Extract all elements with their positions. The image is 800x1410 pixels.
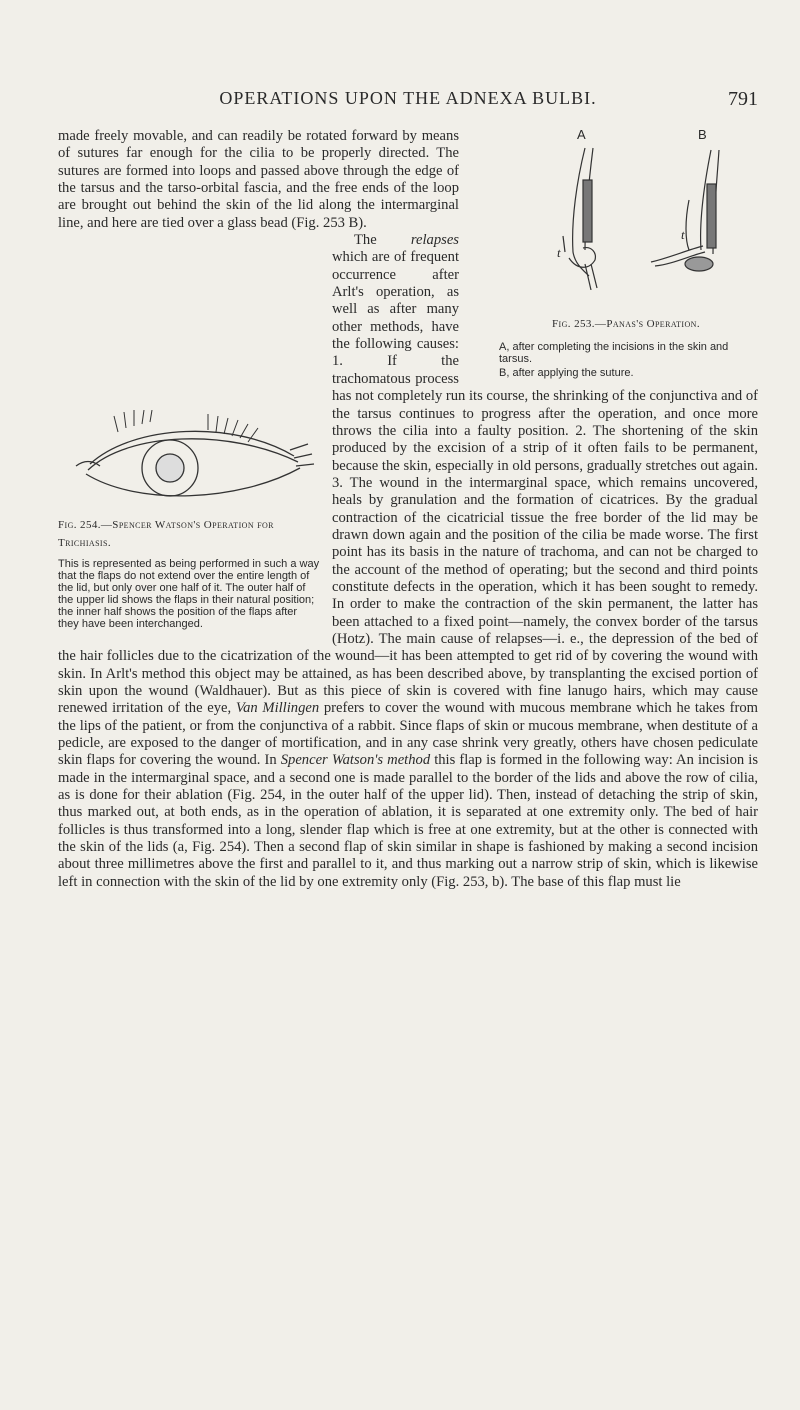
page-header [58,88,758,118]
figure-a-drawing [563,148,597,290]
figure-253-caption [491,314,761,379]
figure-253 [473,127,758,380]
figure-label-t-right: t [681,227,685,242]
paragraph-1: made freely movable, and can readily be rotated forward by means of sutures far enough for the cilia to be properly directed. The sutures are formed into loops and passed above through the edge of the tarsus and the tarso-orbital fascia, and the free ends of the loop are brought out behind the skin of the lid along the intermarginal line, and here are tied over a glass bead (Fig. 253 B). [58,128,459,231]
figure-253-caption-b: B, after applying the suture. [499,367,634,380]
figure-254-caption: This is represented as being performed in such a way that the flaps do not extend over the entire length of the lid, but only over one half of it. The outer half of the upper lid shows the flaps in their natural position; the inner half shows the position of the flaps after they have been interchanged. [58,558,320,631]
paragraph-2-emphasis-van-millingen: Van Millingen [235,700,320,717]
paragraph-2-text-c: prefers to cover the wound with mucous membrane which he takes from the lips of the patient, or from the conjunctiva of a rabbit. Since flaps of skin or mucous membrane, when destitute of a pedicle, are exposed to the danger of mortification, and in any case shrink very greatly, others have chosen pediculate skin flaps for covering the wound. In [58,700,758,769]
figure-label-a: A [577,127,586,142]
paragraph-2-emphasis-relapses: relapses [410,232,459,249]
paragraph-2-text-a: The [354,232,411,249]
eye-illustration-254 [58,410,318,510]
figure-253-title: Fig. 253.—Panas's Operation. [552,318,700,330]
figure-253-caption-a: A, after completing the incisions in the skin and tarsus. [499,341,729,366]
page-number: 791 [728,88,758,110]
figure-254 [58,410,320,630]
figure-254-title: Fig. 254.—Spencer Watson's Operation for Trichiasis. [58,519,274,549]
figure-label-b: B [698,127,707,142]
paragraph-2-text-d: this flap is formed in the following way: An incision is made in the intermarginal space, and a second one is made parallel to the border of the lids and above the row of cilia, as is done for their ablation (Fig. 254, in the outer half of the upper lid). Then, instead of detaching the strip of skin, thus marked out, at both ends, as in the operation of ablation, it is separated at one extremity only. The bed of hair follicles is thus transformed into a long, slender flap which is free at one extremity, but at the other is connected with the skin of the lids (a, Fig. 254). Then a second flap of skin similar in shape is fashioned by making a second incision about three millimetres above the first and parallel to it, and thus marking out a narrow strip of skin, which is likewise left in connection with the skin of the lid by one extremity only (Fig. 253, b). The base of this flap must lie [58,752,758,890]
paragraph-2-text-b: which are of frequent occurrence after Arlt's operation, as well as after many other methods, have the following causes: 1. If the trachomatous process has not completely run its course, the shrinking of the conjunctiva and of the tarsus continues to progress after the operation, and once more throws the cilia into a faulty position. 2. The shortening of the skin produced by the excision of a strip of it often fails to be permanent, because the skin, especially in old persons, gradually stretches out again. 3. The wound in the intermarginal space, which remains uncovered, heals by granulation and the formation of cicatrices. By the gradual contraction of the cicatricial tissue the free border of the lid may be drawn down again and the position of the cilia be made worse. The first point has its basis in the nature of trachoma, and can not be charged to the account of the method of operating; but the second and third points constitute defects in the operation, which it has been sought to remedy. In order to make the contraction of the skin permanent, the latter has been attached to a fixed point—namely, the convex border of the tarsus (Hotz). The main cause of relapses—i. e., the depression of the bed of the hair follicles due to the cicatrization of the wound—it has been attempted to get rid of by covering the wound with skin. In Arlt's method this object may be attained, as has been described above, by transplanting the excised portion of skin upon the wound (Waldhauer). But as this piece of skin is covered with fine lanugo hairs, which may cause renewed irritation of the eye, [58,249,758,717]
running-head: OPERATIONS UPON THE ADNEXA BULBI. [219,88,597,108]
body-text [58,128,758,891]
figure-b-drawing [651,150,719,271]
paragraph-2-emphasis-spencer-watson: Spencer Watson's method [280,752,431,769]
eyelid-illustration-253 [473,140,758,290]
figure-label-t-left: t [557,245,561,260]
